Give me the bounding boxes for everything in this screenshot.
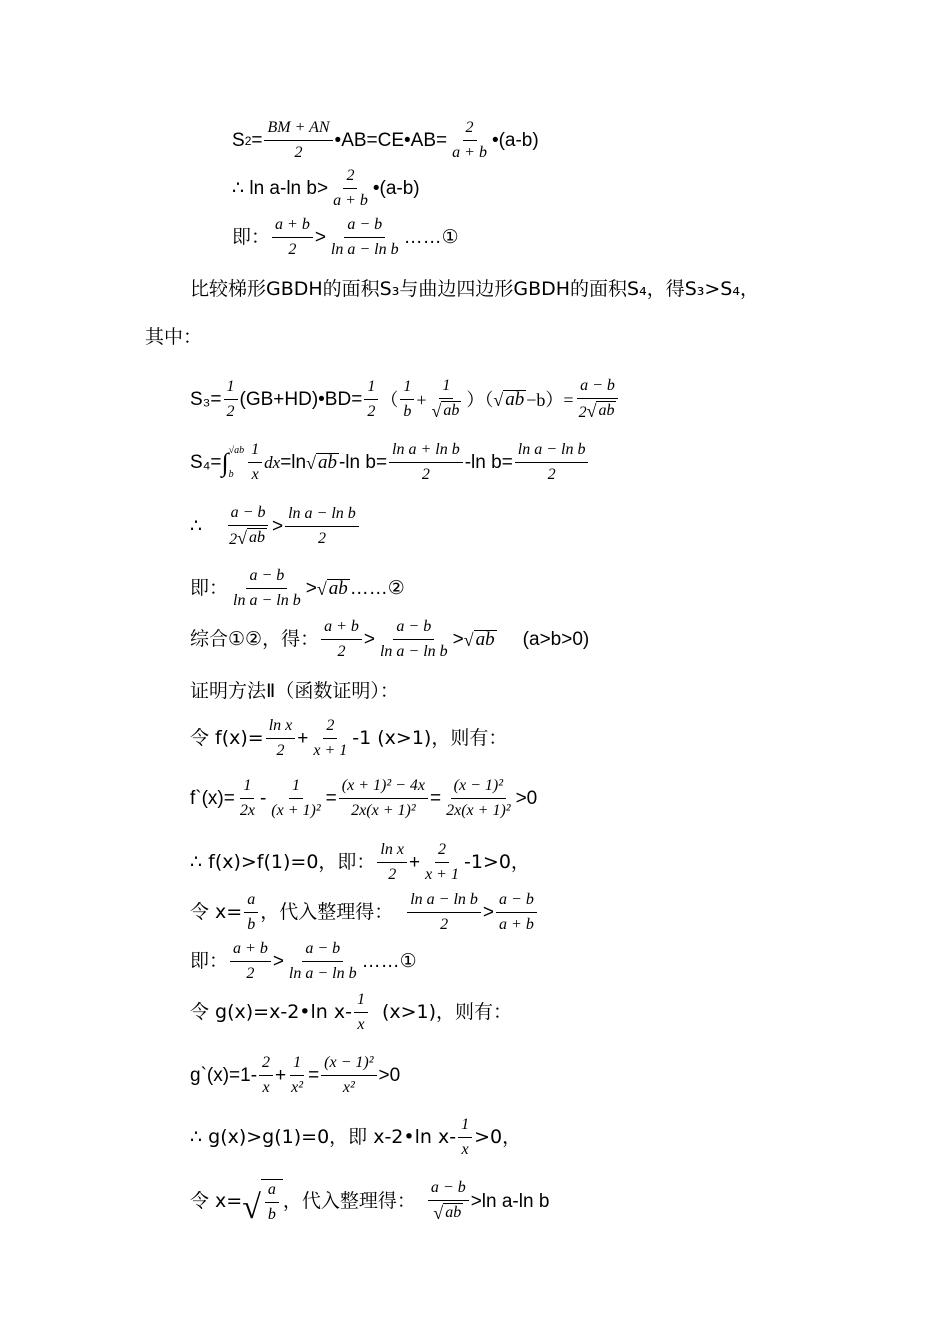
text: •(a-b)	[491, 130, 539, 151]
equation-substitute-2	[190, 1178, 549, 1225]
text: ∴ g(x)>g(1)=0，即 x-2•ln x-	[190, 1126, 457, 1148]
denominator: ln a − ln b	[288, 965, 357, 982]
fraction	[576, 376, 620, 423]
denominator	[226, 526, 270, 550]
numerator: a	[244, 890, 258, 913]
radicand: ab	[598, 402, 615, 419]
numerator: 1	[248, 440, 262, 463]
numerator: a + b	[230, 939, 271, 962]
radicand: ab	[248, 529, 265, 546]
sqrt: √ ab	[586, 401, 615, 421]
numerator: ln x	[266, 716, 296, 739]
text: >	[305, 578, 317, 599]
fraction	[272, 215, 313, 260]
numerator: (x − 1)²	[321, 1053, 376, 1076]
fraction	[226, 503, 270, 550]
denominator: ln a − ln b	[330, 241, 399, 258]
numerator: a − b	[496, 890, 537, 913]
numerator: a − b	[344, 215, 385, 238]
denominator: b	[403, 403, 412, 420]
numerator: 2	[343, 166, 357, 189]
radicand: ab	[328, 578, 348, 599]
denominator	[430, 1201, 466, 1225]
denominator: b	[247, 916, 256, 933]
text: ……②	[349, 578, 405, 599]
equation-gx-def	[190, 990, 512, 1035]
equation-fx-positive	[190, 840, 530, 885]
numerator: 1	[289, 776, 303, 799]
text: +	[408, 852, 421, 873]
fraction	[443, 776, 513, 821]
text: 2	[578, 404, 587, 421]
text: 其中：	[145, 326, 203, 348]
text: 令 x=	[190, 901, 243, 923]
denominator: x	[461, 1141, 469, 1158]
sqrt: √ ab	[306, 452, 337, 473]
denominator: 2	[440, 916, 449, 933]
radicand: ab	[443, 402, 460, 419]
denominator	[428, 399, 464, 423]
text: -1>0，	[463, 851, 530, 873]
fraction	[224, 377, 238, 422]
lower-limit: b	[228, 468, 234, 480]
equation-therefore-2	[190, 503, 361, 550]
numerator: a + b	[321, 617, 362, 640]
text: ∴ f(x)>f(1)=0，即：	[190, 851, 376, 873]
numerator: 2	[463, 118, 477, 141]
text: -	[259, 788, 267, 809]
text: +	[297, 728, 309, 749]
text: >0，	[474, 1126, 522, 1148]
text: =ln	[280, 452, 307, 473]
text: 令 g(x)=x-2•ln x-	[190, 1001, 352, 1023]
text: +	[275, 1065, 287, 1086]
denominator: x	[262, 1079, 270, 1096]
text: (a>b>0)	[522, 629, 590, 650]
equation-result-1b	[190, 939, 417, 984]
fraction	[266, 716, 296, 761]
fraction	[449, 118, 490, 163]
denominator	[576, 399, 620, 423]
fraction	[244, 890, 258, 935]
denominator: x	[357, 1016, 365, 1033]
numerator: 2	[259, 1053, 273, 1076]
equation-s2	[232, 118, 539, 163]
numerator: 2	[435, 840, 449, 863]
sqrt: √ ab	[433, 1203, 462, 1223]
text: ……①	[361, 951, 417, 972]
text: 证明方法Ⅱ（函数证明）：	[190, 680, 399, 702]
numerator: a + b	[272, 215, 313, 238]
text: S₄=	[190, 452, 222, 473]
text: ∴ ln a-ln b>	[232, 178, 329, 199]
text: >	[482, 902, 495, 923]
text: >	[452, 629, 464, 650]
numerator: ln x	[377, 840, 407, 863]
fraction	[496, 890, 537, 935]
denominator: 2x(x + 1)²	[351, 802, 416, 819]
denominator: b	[267, 1205, 276, 1223]
equation-substitute-1	[190, 890, 539, 935]
equation-result-1	[232, 215, 459, 260]
equation-result-2	[190, 566, 405, 611]
paragraph-compare	[190, 280, 759, 299]
denominator: x²	[291, 1079, 304, 1096]
text: f`(x)=	[190, 788, 235, 809]
denominator: x + 1	[313, 742, 348, 759]
denominator: 2	[317, 530, 326, 547]
radicand: ab	[445, 1204, 462, 1221]
denominator: 2	[246, 965, 255, 982]
fraction	[268, 776, 323, 821]
text: 综合①②，得：	[190, 628, 320, 650]
denominator: x + 1	[425, 866, 459, 883]
denominator: 2	[294, 144, 303, 161]
text: （	[380, 389, 399, 410]
text: >ln a-ln b	[470, 1191, 550, 1212]
numerator: a	[265, 1180, 279, 1203]
numerator: 1	[354, 990, 368, 1013]
denominator: 2	[421, 466, 430, 483]
equation-fx-derivative	[190, 776, 537, 821]
denominator: 2x(x + 1)²	[446, 802, 511, 819]
text: ，代入整理得：	[282, 1190, 416, 1212]
text: 令 f(x)=	[190, 727, 264, 749]
fraction	[248, 440, 262, 485]
text: =	[308, 1065, 320, 1086]
text: >	[271, 516, 284, 537]
numerator: 1	[240, 776, 254, 799]
numerator: 1	[458, 1115, 472, 1138]
fraction	[339, 776, 428, 821]
numerator: 1	[439, 376, 453, 399]
denominator: 2	[226, 403, 235, 420]
text: ，代入整理得：	[260, 901, 394, 923]
denominator: 2x	[239, 802, 255, 819]
text: 即：	[232, 226, 271, 248]
fraction	[389, 440, 463, 485]
subscript: 2	[244, 133, 252, 148]
fraction	[354, 990, 368, 1035]
text: >0	[515, 788, 538, 809]
denominator: a + b	[499, 916, 534, 933]
text: +	[416, 389, 427, 410]
numerator: a − b	[246, 566, 287, 589]
sqrt: √ $\frac{a}{b}$	[242, 1179, 283, 1225]
text: (x>1)，则有：	[381, 1001, 513, 1023]
text: S₃=	[190, 389, 222, 410]
fraction	[377, 840, 407, 885]
equation-gx-derivative	[190, 1053, 400, 1098]
numerator: a − b	[577, 376, 618, 399]
numerator: (x + 1)² − 4x	[339, 776, 428, 799]
equation-s4	[190, 440, 590, 485]
sqrt: √ ab	[431, 401, 460, 421]
numerator: ln a + ln b	[389, 440, 463, 463]
numerator: a − b	[302, 939, 343, 962]
fraction	[264, 118, 332, 163]
equation-combined	[190, 617, 589, 662]
fraction	[458, 1115, 472, 1160]
numerator: ln a − ln b	[285, 504, 359, 527]
fraction	[286, 939, 360, 984]
fraction	[288, 1053, 306, 1098]
denominator: ln a − ln b	[379, 643, 448, 660]
text: >	[314, 227, 326, 248]
denominator: (x + 1)²	[271, 802, 321, 819]
numerator: ln a − ln b	[515, 440, 589, 463]
denominator: ln a − ln b	[233, 592, 301, 609]
denominator: 2	[547, 466, 556, 483]
fraction	[428, 1178, 469, 1225]
paragraph-where	[145, 328, 202, 347]
fraction	[377, 617, 451, 662]
fraction	[515, 440, 589, 485]
sqrt: √ ab	[463, 629, 495, 650]
numerator: a − b	[428, 1178, 469, 1201]
text: (GB+HD)•BD=	[239, 389, 363, 410]
denominator: x²	[342, 1079, 355, 1096]
numerator: a − b	[228, 503, 269, 526]
denominator: 2	[388, 866, 397, 883]
equation-therefore-1	[232, 166, 420, 211]
numerator: 1	[224, 377, 238, 400]
denominator: 2	[337, 643, 346, 660]
fraction	[328, 215, 402, 260]
fraction	[237, 776, 258, 821]
text: S	[232, 130, 245, 151]
text: -ln b=	[338, 452, 388, 473]
fraction	[407, 890, 481, 935]
integral-sign: ∫	[221, 447, 229, 477]
numerator: BM + AN	[264, 118, 332, 141]
radicand: ab	[505, 389, 525, 410]
denominator: a + b	[333, 192, 368, 209]
sqrt: √ ab	[237, 528, 265, 548]
fraction	[265, 1180, 279, 1225]
numerator: (x − 1)²	[451, 776, 506, 799]
fraction	[400, 377, 414, 422]
fraction	[230, 566, 304, 611]
text: dx	[264, 453, 281, 472]
text: >	[272, 951, 284, 972]
fraction	[428, 376, 464, 423]
text: -ln b=	[464, 452, 513, 473]
fraction	[364, 377, 378, 422]
text: •AB=CE•AB=	[334, 130, 448, 151]
numerator: 1	[400, 377, 414, 400]
radicand: ab	[317, 452, 337, 473]
text: •(a-b)	[372, 178, 420, 199]
radicand: ab	[475, 629, 495, 650]
fraction	[321, 617, 362, 662]
text: >	[363, 629, 375, 650]
numerator: 2	[323, 716, 337, 739]
text: =	[325, 788, 337, 809]
upper-limit: √ab	[228, 444, 245, 456]
fraction	[330, 166, 371, 211]
text: =	[251, 130, 263, 151]
text: 令 x=	[190, 1190, 243, 1212]
fraction	[259, 1053, 273, 1098]
denominator: x	[251, 466, 259, 483]
text: -1 (x>1)，则有：	[352, 727, 508, 749]
integral-limits	[229, 446, 245, 480]
sqrt: √ ab	[493, 389, 525, 410]
fraction	[321, 1053, 376, 1098]
equation-gx-positive	[190, 1115, 521, 1160]
denominator: 2	[288, 241, 297, 258]
text: ……①	[403, 227, 459, 248]
fraction	[310, 716, 350, 761]
fraction	[285, 504, 359, 549]
text: −b）=	[526, 389, 574, 410]
text: g`(x)=1-	[190, 1065, 258, 1086]
numerator: ln a − ln b	[407, 890, 481, 913]
denominator: 2	[367, 403, 376, 420]
text: ）（	[466, 389, 494, 410]
text: >0	[378, 1065, 401, 1086]
text: =	[430, 788, 442, 809]
fraction	[422, 840, 462, 885]
denominator: 2	[276, 742, 285, 759]
equation-s3	[190, 376, 621, 423]
numerator: a − b	[393, 617, 434, 640]
text: 即：	[190, 577, 229, 599]
numerator: 1	[290, 1053, 304, 1076]
text: 即：	[190, 950, 229, 972]
numerator: 1	[364, 377, 378, 400]
equation-fx-def	[190, 716, 507, 761]
text: 比较梯形GBDH的面积S₃与曲边四边形GBDH的面积S₄，得S₃>S₄，	[190, 278, 759, 300]
text: 2	[229, 531, 238, 548]
denominator: a + b	[452, 144, 487, 161]
sqrt: √ ab	[316, 578, 348, 599]
fraction	[230, 939, 271, 984]
section-heading-method-2	[190, 682, 399, 701]
text: ∴	[190, 516, 203, 537]
